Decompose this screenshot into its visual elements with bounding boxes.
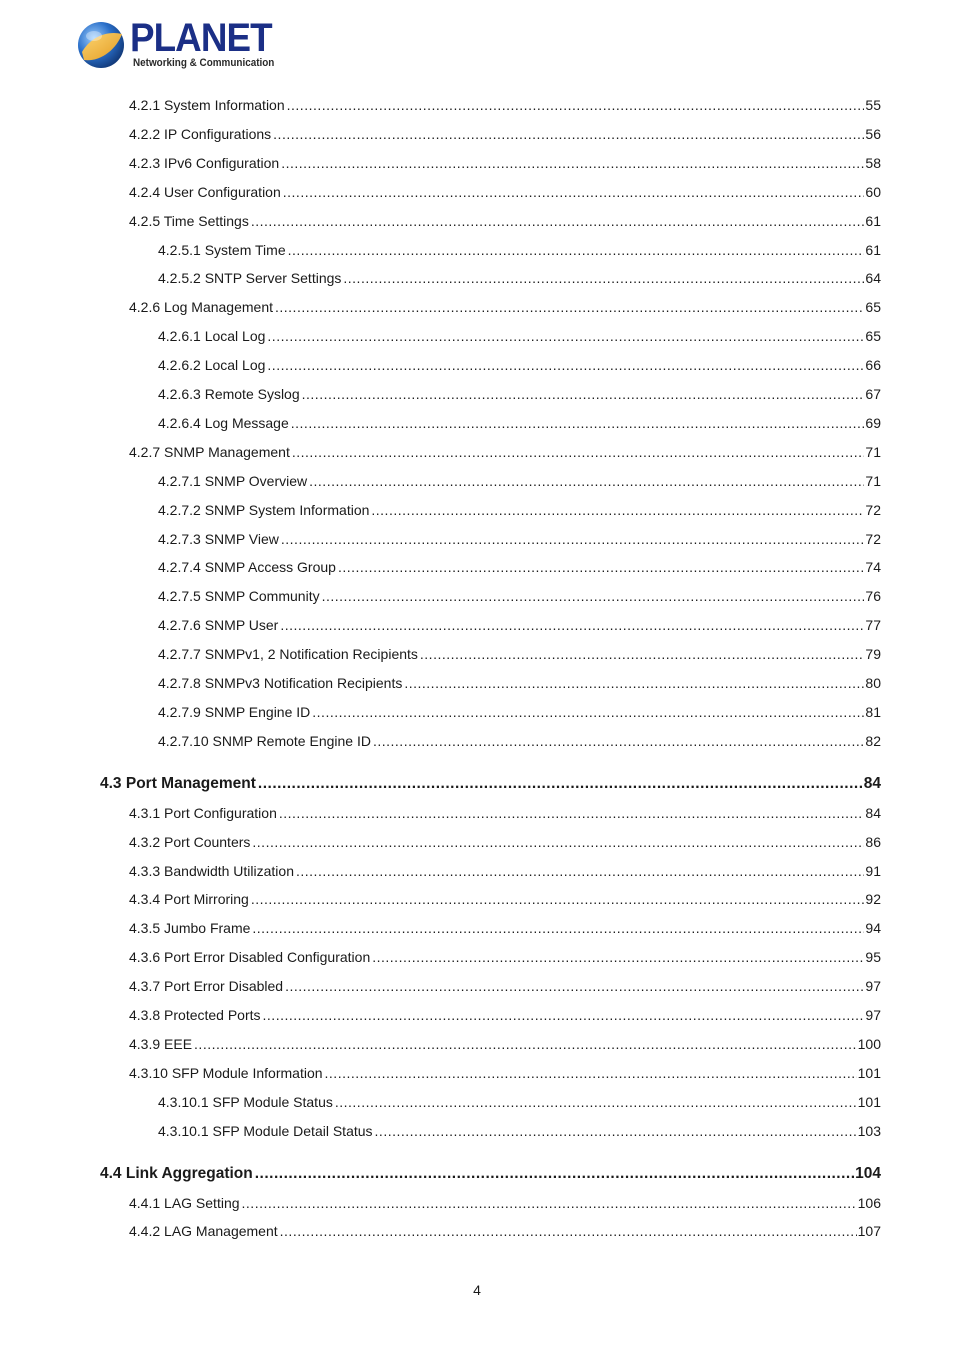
toc-leader-dots xyxy=(273,124,864,144)
toc-entry-page: 61 xyxy=(865,212,881,229)
toc-entry[interactable] xyxy=(158,413,881,433)
toc-leader-dots xyxy=(283,182,865,202)
toc-entry-label: 4.3 Port Management xyxy=(100,774,256,792)
toc-entry-label: 4.2.7.7 SNMPv1, 2 Notification Recipients xyxy=(158,646,418,663)
toc-entry-label: 4.2.6.3 Remote Syslog xyxy=(158,386,300,402)
toc-entry[interactable] xyxy=(129,947,881,967)
toc-leader-dots xyxy=(251,889,865,909)
toc-entry-label: 4.2.5.2 SNTP Server Settings xyxy=(158,270,342,287)
toc-leader-dots xyxy=(373,731,864,751)
toc-entry-page: 100 xyxy=(857,1035,881,1052)
toc-entry-page: 64 xyxy=(865,270,881,287)
toc-entry-label: 4.2.5.1 System Time xyxy=(158,241,286,258)
brand-tagline: Networking & Communication xyxy=(133,57,275,69)
toc-entry-page: 67 xyxy=(865,386,881,402)
toc-entry-page: 104 xyxy=(855,1164,881,1182)
toc-entry-page: 66 xyxy=(865,357,881,374)
toc-leader-dots xyxy=(252,832,864,852)
toc-entry-label: 4.2.7.6 SNMP User xyxy=(158,617,279,634)
toc-entry-page: 69 xyxy=(865,414,881,431)
toc-entry-page: 71 xyxy=(865,472,881,489)
toc-entry-page: 81 xyxy=(865,703,881,720)
toc-leader-dots xyxy=(263,1005,865,1025)
toc-entry-label: 4.2.7.3 SNMP View xyxy=(158,530,279,547)
toc-entry-label: 4.3.2 Port Counters xyxy=(129,833,251,850)
globe-icon xyxy=(76,20,126,70)
toc-leader-dots xyxy=(291,413,865,433)
toc-leader-dots xyxy=(275,297,864,317)
toc-entry[interactable] xyxy=(158,702,881,722)
toc-entry[interactable] xyxy=(158,355,881,375)
toc-leader-dots xyxy=(267,326,864,346)
toc-leader-dots xyxy=(404,673,864,693)
toc-entry[interactable] xyxy=(100,773,881,795)
toc-entry-label: 4.3.10.1 SFP Module Detail Status xyxy=(158,1122,373,1139)
toc-entry-label: 4.2.6.2 Local Log xyxy=(158,357,266,374)
toc-leader-dots xyxy=(194,1034,857,1054)
toc-entry[interactable] xyxy=(129,918,881,938)
toc-leader-dots xyxy=(255,1163,854,1185)
toc-entry-label: 4.2.1 System Information xyxy=(129,97,285,113)
toc-entry[interactable] xyxy=(129,1034,881,1054)
toc-entry[interactable] xyxy=(129,124,881,144)
toc-entry[interactable] xyxy=(129,803,881,823)
toc-entry-label: 4.2.7.5 SNMP Community xyxy=(158,588,320,605)
toc-entry[interactable] xyxy=(129,182,881,202)
toc-leader-dots xyxy=(281,529,865,549)
toc-entry-page: 65 xyxy=(865,299,881,316)
toc-entry-page: 107 xyxy=(857,1223,881,1240)
toc-entry[interactable] xyxy=(129,889,881,909)
toc-entry[interactable] xyxy=(158,557,881,577)
toc-entry[interactable] xyxy=(158,240,881,260)
toc-leader-dots xyxy=(251,211,865,231)
toc-entry-page: 72 xyxy=(865,530,881,547)
toc-entry[interactable] xyxy=(158,1121,881,1141)
toc-entry-label: 4.2.6 Log Management xyxy=(129,299,273,316)
toc-entry-label: 4.2.7.2 SNMP System Information xyxy=(158,501,370,518)
toc-leader-dots xyxy=(338,557,864,577)
toc-entry-label: 4.3.6 Port Error Disabled Configuration xyxy=(129,949,371,966)
toc-entry-label: 4.2.7.4 SNMP Access Group xyxy=(158,559,336,576)
toc-entry-page: 101 xyxy=(857,1064,881,1081)
toc-entry-page: 92 xyxy=(865,891,881,908)
toc-entry-page: 94 xyxy=(865,920,881,937)
toc-entry-page: 79 xyxy=(865,646,881,663)
toc-entry[interactable] xyxy=(100,1163,881,1185)
toc-entry-label: 4.3.5 Jumbo Frame xyxy=(129,920,251,937)
toc-entry-page: 65 xyxy=(865,328,881,345)
toc-leader-dots xyxy=(280,1221,857,1241)
toc-entry-label: 4.3.1 Port Configuration xyxy=(129,804,277,821)
toc-entry[interactable] xyxy=(158,1092,881,1112)
toc-entry-page: 103 xyxy=(857,1122,881,1139)
toc-entry[interactable] xyxy=(129,1063,881,1083)
toc-entry-label: 4.3.4 Port Mirroring xyxy=(129,891,249,908)
toc-leader-dots xyxy=(258,773,863,795)
toc-entry[interactable] xyxy=(129,211,881,231)
toc-entry-page: 97 xyxy=(865,978,881,995)
toc-entry[interactable] xyxy=(158,500,881,520)
toc-entry-page: 58 xyxy=(865,154,881,171)
toc-entry[interactable] xyxy=(129,1193,881,1213)
toc-entry[interactable] xyxy=(158,326,881,346)
toc-entry-label: 4.2.7.9 SNMP Engine ID xyxy=(158,703,311,720)
toc-entry[interactable] xyxy=(158,731,881,751)
toc-leader-dots xyxy=(252,918,864,938)
toc-leader-dots xyxy=(343,268,864,288)
toc-entry-page: 80 xyxy=(865,675,881,691)
toc-entry-label: 4.2.7.8 SNMPv3 Notification Recipients xyxy=(158,675,403,691)
toc-leader-dots xyxy=(281,153,864,173)
toc-leader-dots xyxy=(371,500,864,520)
toc-entry-label: 4.3.9 EEE xyxy=(129,1035,193,1052)
toc-entry-label: 4.2.3 IPv6 Configuration xyxy=(129,154,280,171)
toc-entry-label: 4.3.10.1 SFP Module Status xyxy=(158,1093,333,1110)
toc-entry-page: 56 xyxy=(865,125,881,142)
toc-leader-dots xyxy=(292,442,865,462)
toc-entry-page: 95 xyxy=(865,949,881,966)
toc-entry[interactable] xyxy=(158,586,881,606)
toc-entry[interactable] xyxy=(129,832,881,852)
toc-leader-dots xyxy=(322,586,865,606)
toc-entry[interactable] xyxy=(129,976,881,996)
toc-entry-page: 77 xyxy=(865,617,881,634)
toc-entry-label: 4.2.7 SNMP Management xyxy=(129,443,290,460)
toc-entry[interactable] xyxy=(129,153,881,173)
toc-entry-label: 4.3.8 Protected Ports xyxy=(129,1007,261,1023)
toc-entry-page: 97 xyxy=(865,1007,881,1023)
toc-entry-label: 4.2.2 IP Configurations xyxy=(129,125,272,142)
toc-leader-dots xyxy=(280,615,864,635)
toc-entry-page: 106 xyxy=(857,1194,881,1211)
toc-entry-label: 4.4.1 LAG Setting xyxy=(129,1194,240,1211)
toc-leader-dots xyxy=(288,240,865,260)
toc-entry[interactable] xyxy=(129,297,881,317)
toc-leader-dots xyxy=(287,95,865,115)
toc-entry-label: 4.4 Link Aggregation xyxy=(100,1164,253,1182)
brand-wordmark: PLANET xyxy=(130,16,272,60)
toc-entry-label: 4.2.6.4 Log Message xyxy=(158,414,289,431)
planet-logo xyxy=(76,18,276,72)
toc-entry[interactable] xyxy=(129,1221,881,1241)
toc-entry[interactable] xyxy=(158,673,881,693)
toc-entry[interactable] xyxy=(129,95,881,115)
toc-entry-label: 4.3.10 SFP Module Information xyxy=(129,1064,323,1081)
toc-entry[interactable] xyxy=(158,384,881,404)
toc-entry-label: 4.2.5 Time Settings xyxy=(129,212,249,229)
toc-leader-dots xyxy=(242,1193,857,1213)
toc-leader-dots xyxy=(309,471,864,491)
toc-entry-label: 4.2.6.1 Local Log xyxy=(158,328,266,345)
toc-entry-page: 74 xyxy=(865,559,881,576)
toc-entry-page: 76 xyxy=(865,588,881,605)
toc-entry-page: 91 xyxy=(865,862,881,879)
toc-entry[interactable] xyxy=(158,615,881,635)
toc-entry-page: 84 xyxy=(865,804,881,821)
toc-leader-dots xyxy=(285,976,864,996)
toc-entry-label: 4.4.2 LAG Management xyxy=(129,1223,278,1240)
toc-leader-dots xyxy=(296,861,864,881)
toc-entry-page: 72 xyxy=(865,501,881,518)
toc-entry[interactable] xyxy=(158,529,881,549)
toc-entry-label: 4.2.7.1 SNMP Overview xyxy=(158,472,308,489)
toc-entry-page: 60 xyxy=(865,183,881,200)
toc-entry[interactable] xyxy=(129,442,881,462)
page-number: 4 xyxy=(473,1282,481,1298)
toc-leader-dots xyxy=(372,947,864,967)
toc-entry-label: 4.3.3 Bandwidth Utilization xyxy=(129,862,294,879)
toc-leader-dots xyxy=(312,702,864,722)
toc-entry-page: 86 xyxy=(865,833,881,850)
toc-entry-page: 55 xyxy=(865,97,881,113)
toc-entry-page: 101 xyxy=(857,1093,881,1110)
toc-entry[interactable] xyxy=(158,644,881,664)
toc-entry-page: 82 xyxy=(865,732,881,749)
toc-leader-dots xyxy=(267,355,864,375)
toc-leader-dots xyxy=(302,384,865,404)
toc-leader-dots xyxy=(420,644,865,664)
toc-entry[interactable] xyxy=(129,861,881,881)
toc-entry-page: 84 xyxy=(863,774,881,792)
toc-entry[interactable] xyxy=(158,268,881,288)
toc-leader-dots xyxy=(335,1092,857,1112)
toc-leader-dots xyxy=(279,803,865,823)
toc-entry-label: 4.2.7.10 SNMP Remote Engine ID xyxy=(158,732,371,749)
toc-leader-dots xyxy=(325,1063,857,1083)
toc-entry-page: 61 xyxy=(865,241,881,258)
toc-entry-label: 4.3.7 Port Error Disabled xyxy=(129,978,284,995)
toc-entry[interactable] xyxy=(129,1005,881,1025)
toc-entry-label: 4.2.4 User Configuration xyxy=(129,183,281,200)
toc-leader-dots xyxy=(375,1121,857,1141)
toc-entry[interactable] xyxy=(158,471,881,491)
toc-entry-page: 71 xyxy=(865,443,881,460)
